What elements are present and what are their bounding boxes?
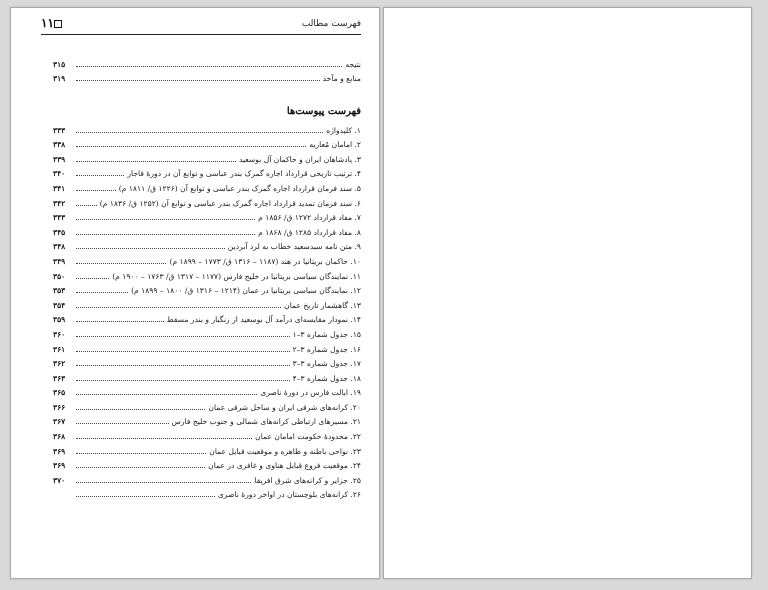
dot-leader — [76, 219, 255, 220]
dot-leader — [76, 438, 252, 439]
dot-leader — [76, 175, 124, 176]
dot-leader — [76, 394, 257, 395]
toc-entry-title: ۲۶. کرانه‌های بلوچستان در اواخر دورهٔ ناصری — [217, 490, 361, 500]
right-page-blank — [383, 7, 752, 579]
toc-entry-page: ۳۶۶ — [53, 402, 66, 412]
dot-leader — [76, 482, 251, 483]
toc-entry[interactable] — [53, 295, 361, 310]
toc-entry[interactable] — [53, 324, 361, 339]
dot-leader — [76, 321, 164, 322]
toc-entry[interactable] — [53, 426, 361, 441]
toc-entry-page: ۳۶۰ — [53, 329, 66, 339]
toc-entry-page: ۳۴۲ — [53, 198, 66, 208]
toc-entry-page: ۳۳۹ — [53, 154, 66, 164]
toc-entry-title: ۱۹. ایالت فارس در دورهٔ ناصری — [260, 388, 361, 398]
dot-leader — [76, 467, 205, 468]
dot-leader — [76, 496, 215, 497]
toc-entry[interactable] — [53, 222, 361, 237]
toc-entry-page: ۳۷۰ — [53, 475, 66, 485]
toc-entry-title: ۵. سند فرمان قرارداد اجاره گمرک بندر عباسی و توابع آن (۱۲۲۶ ق/ ۱۸۱۱ م) — [118, 183, 361, 193]
toc-entry-page: ۳۴۵ — [53, 227, 66, 237]
toc-entry-title: ۶. سند فرمان تمدید قرارداد اجاره گمرک بندر عباسی و توابع آن (۱۲۵۲ ق/ ۱۸۳۶ م) — [99, 198, 361, 208]
toc-entry-page: ۳۴۱ — [53, 183, 66, 193]
toc-entry[interactable] — [53, 208, 361, 223]
toc-entry-title: ۸. مفاد قرارداد ۱۲۸۵ ق/ ۱۸۶۸ م — [258, 227, 361, 237]
toc-entry[interactable] — [53, 54, 361, 69]
dot-leader — [76, 66, 342, 67]
toc-entry[interactable] — [53, 354, 361, 369]
toc-entry[interactable] — [53, 485, 361, 500]
dot-leader — [76, 80, 320, 81]
toc-entry-page: ۳۱۹ — [53, 74, 66, 84]
toc-entry-title: ۱۲. نمایندگان سیاسی بریتانیا در عمان (۱۲۱۴ – ۱۳۱۶ ق/ ۱۸۰۰ – ۱۸۹۹ م) — [131, 286, 361, 296]
toc-entry[interactable] — [53, 135, 361, 150]
left-page — [10, 7, 380, 579]
dot-leader — [76, 336, 290, 337]
toc-entry[interactable] — [53, 193, 361, 208]
toc-entry-title: ۱۷. جدول شماره ۳–۳ — [292, 359, 361, 369]
running-title: فهرست مطالب — [301, 19, 361, 29]
toc-entry[interactable] — [53, 456, 361, 471]
toc-entry[interactable] — [53, 69, 361, 84]
toc-entry-page: ۳۳۸ — [53, 140, 66, 150]
dot-leader — [76, 190, 116, 191]
toc-entry[interactable] — [53, 383, 361, 398]
toc-entry-page: ۳۶۸ — [53, 432, 66, 442]
toc-entry-title: ۲۴. موقعیت فروع قبایل هناوی و غافری در عمان — [208, 461, 361, 471]
toc-entry-title: ۱۰. حاکمان بریتانیا در هند (۱۱۸۷ – ۱۳۱۶ ق/ ۱۷۷۳ – ۱۸۹۹ م) — [169, 256, 361, 266]
dot-leader — [76, 423, 169, 424]
toc-entry-page: ۳۶۲ — [53, 359, 66, 369]
toc-entry[interactable] — [53, 397, 361, 412]
toc-entry-title: ۷. مفاد قرارداد ۱۲۷۲ ق/ ۱۸۵۶ م — [258, 213, 361, 223]
toc-entry-page: ۳۵۰ — [53, 271, 66, 281]
toc-entry-title: ۱۴. نمودار مقایسه‌ای درآمد آل بوسعید از زنگبار و بندر مسقط — [166, 315, 361, 325]
toc-entry-title: ۹. متن نامه سیدسعید خطاب به لرد آبردین — [227, 242, 361, 252]
dot-leader — [76, 380, 290, 381]
toc-entry-title: ۲. امامان مُعاریه — [309, 140, 361, 150]
toc-entry[interactable] — [53, 251, 361, 266]
toc-entry-title: ۲۵. جزایر و کرانه‌های شرق افریقا — [254, 475, 361, 485]
toc-entry[interactable] — [53, 237, 361, 252]
toc-entry-title: ۴. ترتیب تاریخی قرارداد اجاره گمرک بندر عباسی و توابع آن در دورهٔ قاجار — [127, 169, 361, 179]
dot-leader — [76, 453, 206, 454]
toc-entry-page: ۳۶۳ — [53, 373, 66, 383]
dot-leader — [76, 234, 255, 235]
dot-leader — [76, 409, 205, 410]
toc-entry[interactable] — [53, 368, 361, 383]
toc-entry-title: ۱۶. جدول شماره ۳–۲ — [292, 344, 361, 354]
toc-entry-page: ۳۱۵ — [53, 59, 66, 69]
toc-entry-page: ۳۶۹ — [53, 461, 66, 471]
dot-leader — [76, 351, 290, 352]
toc-entry[interactable] — [53, 149, 361, 164]
toc-main-list — [53, 54, 361, 83]
toc-entry-title: ۳. پادشاهان ایران و حاکمان آل بوسعید — [238, 154, 361, 164]
toc-entry-page: ۳۶۱ — [53, 344, 66, 354]
toc-entry-page: ۳۴۰ — [53, 169, 66, 179]
toc-entry-title: ۱۵. جدول شماره ۳–۱ — [292, 329, 361, 339]
toc-entry-title: ۲۲. محدودهٔ حکومت امامان عمان — [255, 432, 361, 442]
toc-entry-title: ۲۰. کرانه‌های شرقی ایران و ساحل شرقی عمان — [208, 402, 361, 412]
toc-entry-title: نتیجه — [345, 59, 361, 69]
page-number-value: ۱۱ — [41, 16, 54, 30]
page-header — [41, 18, 361, 35]
square-ornament-icon — [54, 20, 62, 28]
toc-entry[interactable] — [53, 266, 361, 281]
dot-leader — [76, 263, 166, 264]
toc-entry-page: ۳۴۳ — [53, 213, 66, 223]
toc-entry-page: ۳۶۵ — [53, 388, 66, 398]
dot-leader — [76, 132, 323, 133]
toc-entry-title: منابع و مآخذ — [322, 74, 361, 84]
toc-entry[interactable] — [53, 281, 361, 296]
toc-entry[interactable] — [53, 120, 361, 135]
toc-appendix-list — [53, 120, 361, 499]
toc-entry-title: ۱۳. گاهشمار تاریخ عمان — [284, 300, 361, 310]
dot-leader — [76, 365, 290, 366]
toc-entry-title: ۲۳. نواحی باطنه و ظاهره و موقعیت قبایل عمان — [209, 446, 361, 456]
toc-entry[interactable] — [53, 412, 361, 427]
dot-leader — [76, 248, 225, 249]
toc-entry-page: ۳۳۳ — [53, 125, 66, 135]
dot-leader — [76, 205, 97, 206]
toc-entry-page: ۳۵۴ — [53, 300, 66, 310]
toc-entry[interactable] — [53, 164, 361, 179]
toc-entry[interactable] — [53, 178, 361, 193]
toc-entry-page: ۳۶۷ — [53, 417, 66, 427]
toc-entry-page: ۳۵۹ — [53, 315, 66, 325]
dot-leader — [76, 161, 236, 162]
toc-entry-page: ۳۵۳ — [53, 286, 66, 296]
toc-entry[interactable] — [53, 310, 361, 325]
dot-leader — [76, 307, 281, 308]
page-number — [41, 16, 67, 30]
toc-entry[interactable] — [53, 470, 361, 485]
dot-leader — [76, 278, 109, 279]
dot-leader — [76, 292, 128, 293]
toc-entry-page: ۳۴۹ — [53, 256, 66, 266]
toc-entry-title: ۱۱. نمایندگان سیاسی بریتانیا در خلیج فارس (۱۱۷۷ – ۱۳۱۷ ق/ ۱۷۶۳ – ۱۹۰۰ م) — [112, 271, 361, 281]
toc-entry-title: ۱. کلیدواژه — [326, 125, 361, 135]
dot-leader — [76, 146, 306, 147]
toc-entry-title: ۱۸. جدول شماره ۳–۴ — [292, 373, 361, 383]
toc-entry[interactable] — [53, 339, 361, 354]
appendix-heading: فهرست پیوست‌ها — [286, 106, 361, 117]
toc-entry-title: ۲۱. مسیرهای ارتباطی کرانه‌های شمالی و جنوب خلیج فارس — [171, 417, 361, 427]
toc-entry-page: ۳۶۹ — [53, 446, 66, 456]
toc-entry[interactable] — [53, 441, 361, 456]
toc-entry-page: ۳۴۸ — [53, 242, 66, 252]
